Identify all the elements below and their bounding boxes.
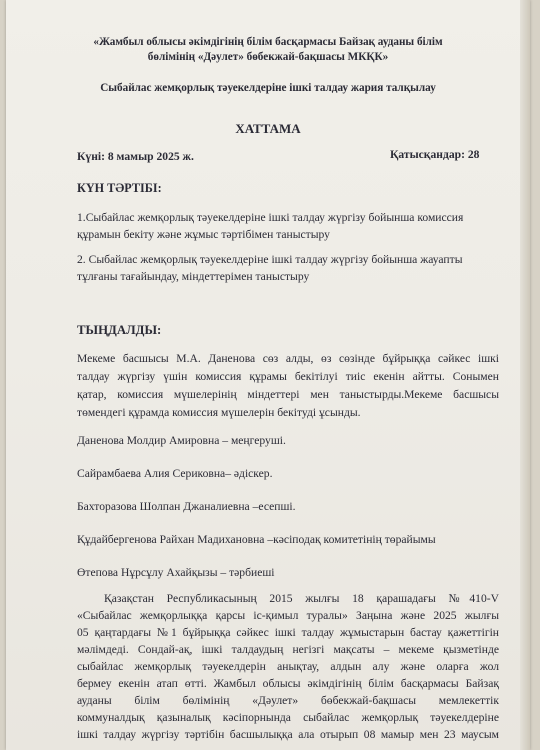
agenda-item-2-line-1: 2. Сыбайлас жемқорлық тәуекелдеріне ішкі талдау жүргізу бойынша жауапты — [77, 253, 463, 266]
listened-heading: ТЫҢДАЛДЫ: — [77, 323, 162, 337]
paragraph-2-line: коммуналдық қазыналық кәсіпорнында сыбайлас жемқорлық тәуекелдеріне — [77, 711, 499, 724]
paragraph-2-line: ішкі талдау жүргізу тәртібін басшылыққа ала отырып 08 мамыр мен 23 маусым — [77, 728, 499, 741]
commission-member: Бахторазова Шолпан Джаналиевна –есепші. — [77, 500, 296, 513]
paragraph-2-line: ауданы білім бөлімінің «Дәулет» бөбекжай-бақшасы мемлекеттік — [77, 694, 499, 707]
paragraph-1-line: Мекеме басшысы М.А. Даненова сөз алды, өз сөзінде бұйрыққа сәйкес ішкі — [77, 352, 499, 365]
participants-count: Қатысқандар: 28 — [390, 148, 480, 161]
paragraph-2-line: сыбайлас жемқорлық тәуекелдерін анықтау, алдын алу және оларға жол — [77, 660, 499, 673]
agenda-item-1-line-1: 1.Сыбайлас жемқорлық тәуекелдеріне ішкі талдау жүргізу бойынша комиссия — [77, 211, 464, 224]
meeting-date: Күні: 8 мамыр 2025 ж. — [77, 150, 194, 163]
paragraph-2-line: «Сыбайлас жемқорлыққа қарсы іс-қимыл туралы» Заңына және 2025 жылғы — [77, 609, 499, 622]
paragraph-2-line: бермеу екенін атап өтті. Жамбыл облысы әкімдігінің білім басқармасы Байзақ — [77, 677, 499, 690]
commission-member: Даненова Молдир Амировна – меңгеруші. — [77, 434, 286, 447]
page-edge-shadow — [520, 0, 530, 750]
document-title: ХАТТАМА — [235, 121, 301, 136]
org-header-line-1: «Жамбыл облысы әкімдігінің білім басқармасы Байзақ ауданы білім — [93, 36, 443, 48]
org-header-line-2: бөлімінің «Дәулет» бөбекжай-бақшасы МКҚК» — [147, 51, 389, 63]
paragraph-1-line: талдау жүргізу үшін комиссия құрамы бекітілуі тиіс екенін айтты. Сонымен — [77, 370, 499, 383]
agenda-item-2-line-2: тұлғаны тағайындау, міндеттерімен таныстыру — [77, 270, 310, 283]
commission-member: Құдайбергенова Райхан Мадихановна –кәсіподақ комитетінің төрайымы — [77, 533, 436, 546]
agenda-heading: КҮН ТӘРТІБІ: — [77, 181, 162, 195]
paragraph-1-line: қатар, комиссия мүшелерінің міндеттері мен таныстырды.Мекеме басшысы — [77, 388, 499, 401]
commission-member: Сайрамбаева Алия Сериковна– әдіскер. — [77, 467, 273, 480]
agenda-item-1-line-2: құрамын бекіту және жұмыс тәртібімен таныстыру — [77, 228, 330, 241]
paragraph-2-line: 05 қаңтардағы №1 бұйрыққа сәйкес ішкі талдау жұмыстарын бастау қажеттігін — [77, 626, 499, 639]
document-subject: Сыбайлас жемқорлық тәуекелдеріне ішкі талдау жария талқылау — [100, 82, 436, 94]
paragraph-2-line: мәлімдеді. Сондай-ақ, ішкі талдаудың негізгі мақсаты – мекеме қызметінде — [77, 643, 499, 656]
commission-member: Өтепова Нұрсұлу Ахайқызы – тәрбиеші — [77, 566, 275, 579]
paragraph-1-line: төмендегі құрамда комиссия мүшелерін бекітуді ұсынды. — [77, 406, 361, 419]
paragraph-2-line: Қазақстан Республикасының 2015 жылғы 18 қарашадағы №410-V — [104, 592, 499, 605]
document-page — [6, 0, 530, 750]
